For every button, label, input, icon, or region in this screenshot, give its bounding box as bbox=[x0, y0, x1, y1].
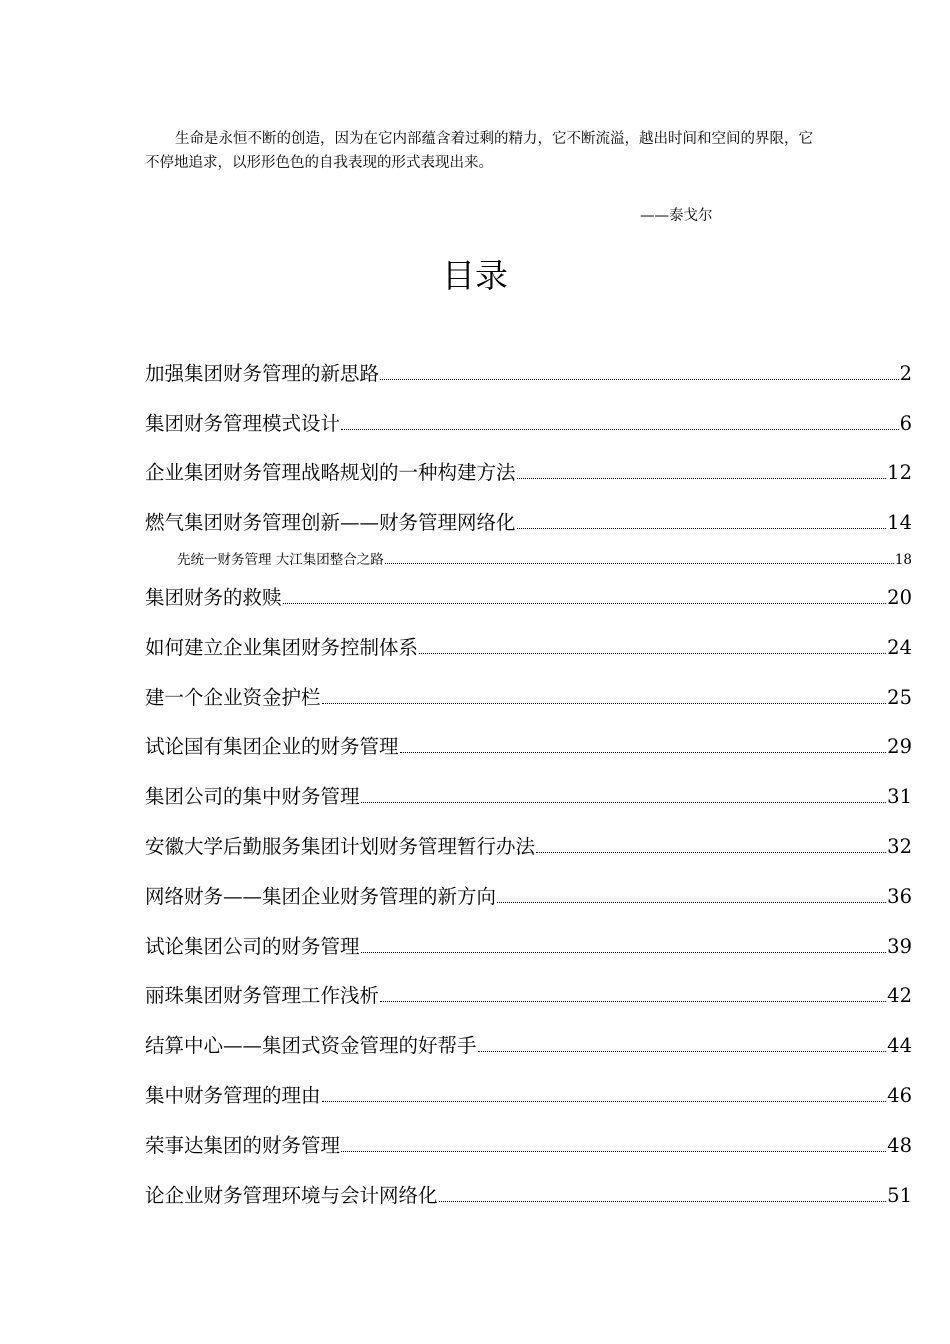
toc-entry[interactable] bbox=[145, 883, 912, 911]
toc-entry-page: 12 bbox=[887, 461, 912, 484]
toc-entry-title: 集团财务管理模式设计 bbox=[145, 412, 341, 435]
toc-leader-dots bbox=[536, 852, 886, 853]
toc-entry-title: 企业集团财务管理战略规划的一种构建方法 bbox=[145, 461, 516, 484]
toc-entry-page: 18 bbox=[894, 552, 912, 568]
toc-entry-title: 燃气集团财务管理创新——财务管理网络化 bbox=[145, 511, 516, 534]
toc-entry[interactable] bbox=[145, 634, 912, 662]
toc-title: 目录 bbox=[442, 256, 508, 295]
toc-entry[interactable] bbox=[145, 360, 912, 388]
toc-entry-page: 29 bbox=[887, 735, 912, 758]
toc-entry-title: 荣事达集团的财务管理 bbox=[145, 1134, 341, 1157]
toc-entry-title: 安徽大学后勤服务集团计划财务管理暂行办法 bbox=[145, 835, 536, 858]
toc-entry[interactable] bbox=[145, 733, 912, 761]
toc-leader-dots bbox=[517, 528, 887, 529]
toc-entry[interactable] bbox=[145, 1182, 912, 1210]
toc-entry[interactable] bbox=[145, 509, 912, 537]
toc-entry[interactable] bbox=[177, 551, 912, 569]
toc-entry-page: 46 bbox=[887, 1084, 912, 1107]
toc-entry[interactable] bbox=[145, 1032, 912, 1060]
toc-leader-dots bbox=[341, 429, 899, 430]
toc-entry-page: 2 bbox=[899, 362, 912, 385]
toc-leader-dots bbox=[385, 563, 894, 564]
toc-entry[interactable] bbox=[145, 684, 912, 712]
toc-entry[interactable] bbox=[145, 833, 912, 861]
toc-entry-page: 44 bbox=[887, 1034, 912, 1057]
toc-leader-dots bbox=[497, 902, 886, 903]
toc-entry[interactable] bbox=[145, 584, 912, 612]
toc-leader-dots bbox=[361, 802, 887, 803]
toc-leader-dots bbox=[361, 952, 887, 953]
toc-entry-title: 试论集团公司的财务管理 bbox=[145, 935, 360, 958]
toc-leader-dots bbox=[517, 478, 887, 479]
toc-entry-title: 论企业财务管理环境与会计网络化 bbox=[145, 1184, 438, 1207]
toc-entry-page: 31 bbox=[887, 785, 912, 808]
toc-entry-title: 加强集团财务管理的新思路 bbox=[145, 362, 380, 385]
toc-entry[interactable] bbox=[145, 982, 912, 1010]
toc-entry-page: 6 bbox=[899, 412, 912, 435]
toc-entry[interactable] bbox=[145, 410, 912, 438]
toc-entry[interactable] bbox=[145, 1132, 912, 1160]
toc-entry-page: 48 bbox=[887, 1134, 912, 1157]
toc-entry-page: 42 bbox=[887, 984, 912, 1007]
toc-entry-title: 集中财务管理的理由 bbox=[145, 1084, 321, 1107]
toc-entry-page: 39 bbox=[887, 935, 912, 958]
toc-entry-page: 25 bbox=[887, 686, 912, 709]
toc-leader-dots bbox=[419, 653, 886, 654]
toc-leader-dots bbox=[380, 1001, 886, 1002]
toc-entry-page: 36 bbox=[887, 885, 912, 908]
toc-entry-page: 32 bbox=[887, 835, 912, 858]
toc-leader-dots bbox=[400, 752, 887, 753]
toc-leader-dots bbox=[322, 703, 887, 704]
toc-entry-title: 丽珠集团财务管理工作浅析 bbox=[145, 984, 380, 1007]
epigraph-author: ——泰戈尔 bbox=[640, 208, 713, 224]
epigraph bbox=[145, 127, 820, 175]
toc-entry-title: 集团财务的救赎 bbox=[145, 586, 282, 609]
toc-leader-dots bbox=[478, 1051, 887, 1052]
toc-leader-dots bbox=[380, 379, 899, 380]
toc-entry-title: 建一个企业资金护栏 bbox=[145, 686, 321, 709]
toc-leader-dots bbox=[439, 1201, 887, 1202]
toc-leader-dots bbox=[341, 1151, 886, 1152]
epigraph-text: 生命是永恒不断的创造，因为在它内部蕴含着过剩的精力，它不断流溢，越出时间和空间的界限，它不停地追求，以形形色色的自我表现的形式表现出来。 bbox=[145, 131, 813, 171]
toc-entry-title: 如何建立企业集团财务控制体系 bbox=[145, 636, 419, 659]
toc-entry[interactable] bbox=[145, 459, 912, 487]
toc-entry-page: 20 bbox=[887, 586, 912, 609]
toc-entry-page: 14 bbox=[887, 511, 912, 534]
toc-entry[interactable] bbox=[145, 1082, 912, 1110]
toc-entry-title: 网络财务——集团企业财务管理的新方向 bbox=[145, 885, 497, 908]
toc-entry-title: 集团公司的集中财务管理 bbox=[145, 785, 360, 808]
toc-entry-page: 51 bbox=[887, 1184, 912, 1207]
toc-entry-title: 试论国有集团企业的财务管理 bbox=[145, 735, 399, 758]
toc-leader-dots bbox=[322, 1101, 887, 1102]
toc-entry[interactable] bbox=[145, 933, 912, 961]
toc-entry-title: 结算中心——集团式资金管理的好帮手 bbox=[145, 1034, 477, 1057]
toc-leader-dots bbox=[283, 603, 887, 604]
toc-entry[interactable] bbox=[145, 783, 912, 811]
toc-entry-page: 24 bbox=[887, 636, 912, 659]
toc-entry-title: 先统一财务管理 大江集团整合之路 bbox=[177, 552, 384, 568]
